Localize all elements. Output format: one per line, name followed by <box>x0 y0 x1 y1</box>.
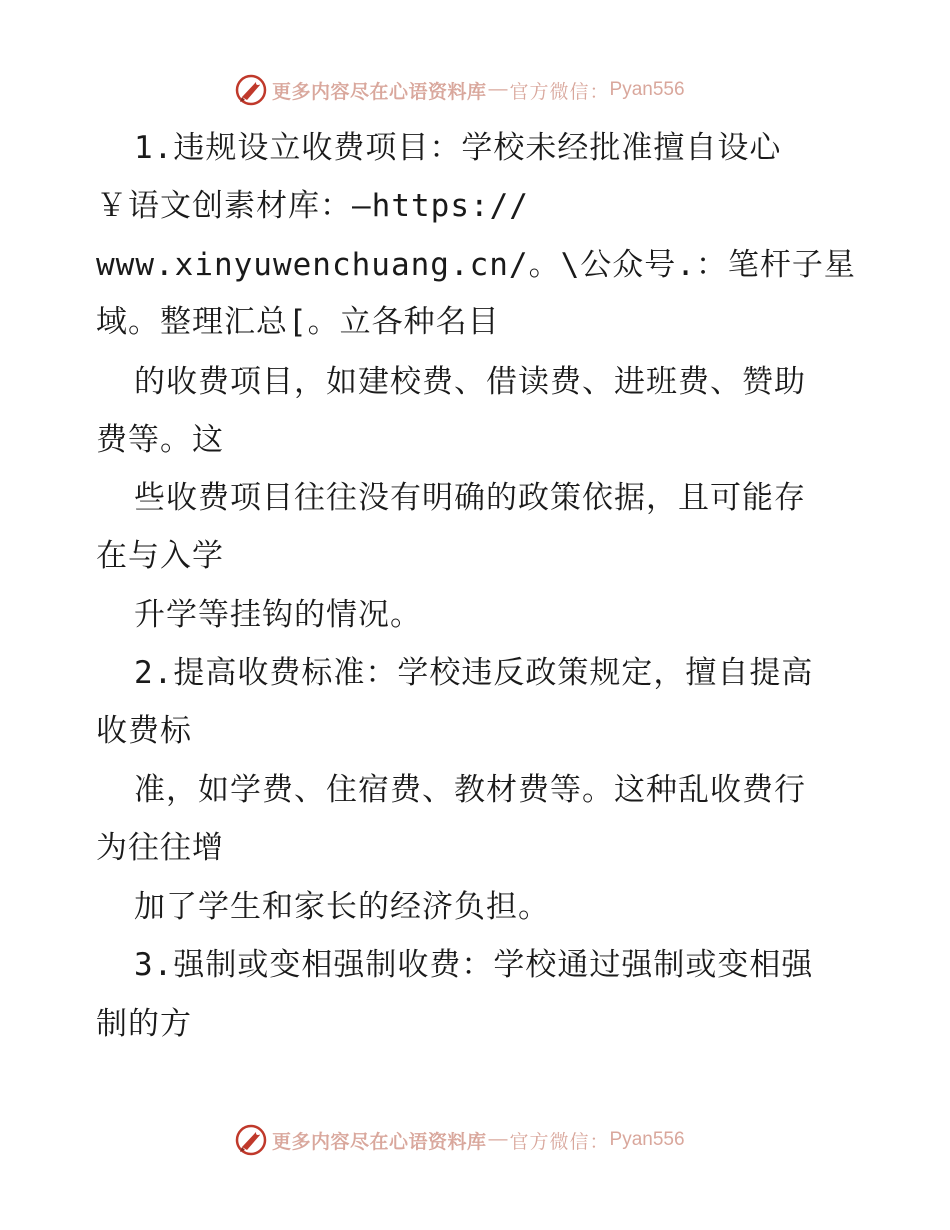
text-line: www.xinyuwenchuang.cn/。\公众号.：笔杆子星 <box>96 247 856 283</box>
pen-logo-icon <box>234 1123 268 1157</box>
banner-dash: — <box>488 79 508 100</box>
text-line: 域。整理汇总[。立各种名目 <box>96 304 500 340</box>
banner-label: 官方微信： <box>509 80 610 103</box>
text-line: 制的方 <box>96 1006 192 1042</box>
text-line: 费等。这 <box>96 422 224 458</box>
text-line: 加了学生和家长的经济负担。 <box>134 889 550 925</box>
text-line: 2.提高收费标准：学校违反政策规定，擅自提高 <box>134 655 814 691</box>
banner-main-text: 更多内容尽在心语资料库 <box>272 1130 487 1153</box>
footer-banner <box>234 1122 685 1158</box>
banner-dash: — <box>488 1129 508 1150</box>
text-line: 1.违规设立收费项目：学校未经批准擅自设心 <box>134 130 782 166</box>
banner-wechat-id: Pyan556 <box>609 1129 685 1150</box>
text-line: 为往往增 <box>96 830 224 866</box>
text-line: 3.强制或变相强制收费：学校通过强制或变相强 <box>134 947 814 983</box>
banner-label: 官方微信： <box>509 1130 610 1153</box>
text-line: ￥语文创素材库：—https:// <box>96 188 529 224</box>
text-line: 准，如学费、住宿费、教材费等。这种乱收费行 <box>134 772 806 808</box>
text-line: 在与入学 <box>96 538 224 574</box>
text-line: 升学等挂钩的情况。 <box>134 597 422 633</box>
text-line: 的收费项目，如建校费、借读费、进班费、赞助 <box>134 364 806 400</box>
text-line: 收费标 <box>96 713 192 749</box>
text-line: 些收费项目往往没有明确的政策依据，且可能存 <box>134 480 806 516</box>
banner-wechat-id: Pyan556 <box>609 79 685 100</box>
banner-main-text: 更多内容尽在心语资料库 <box>272 80 487 103</box>
